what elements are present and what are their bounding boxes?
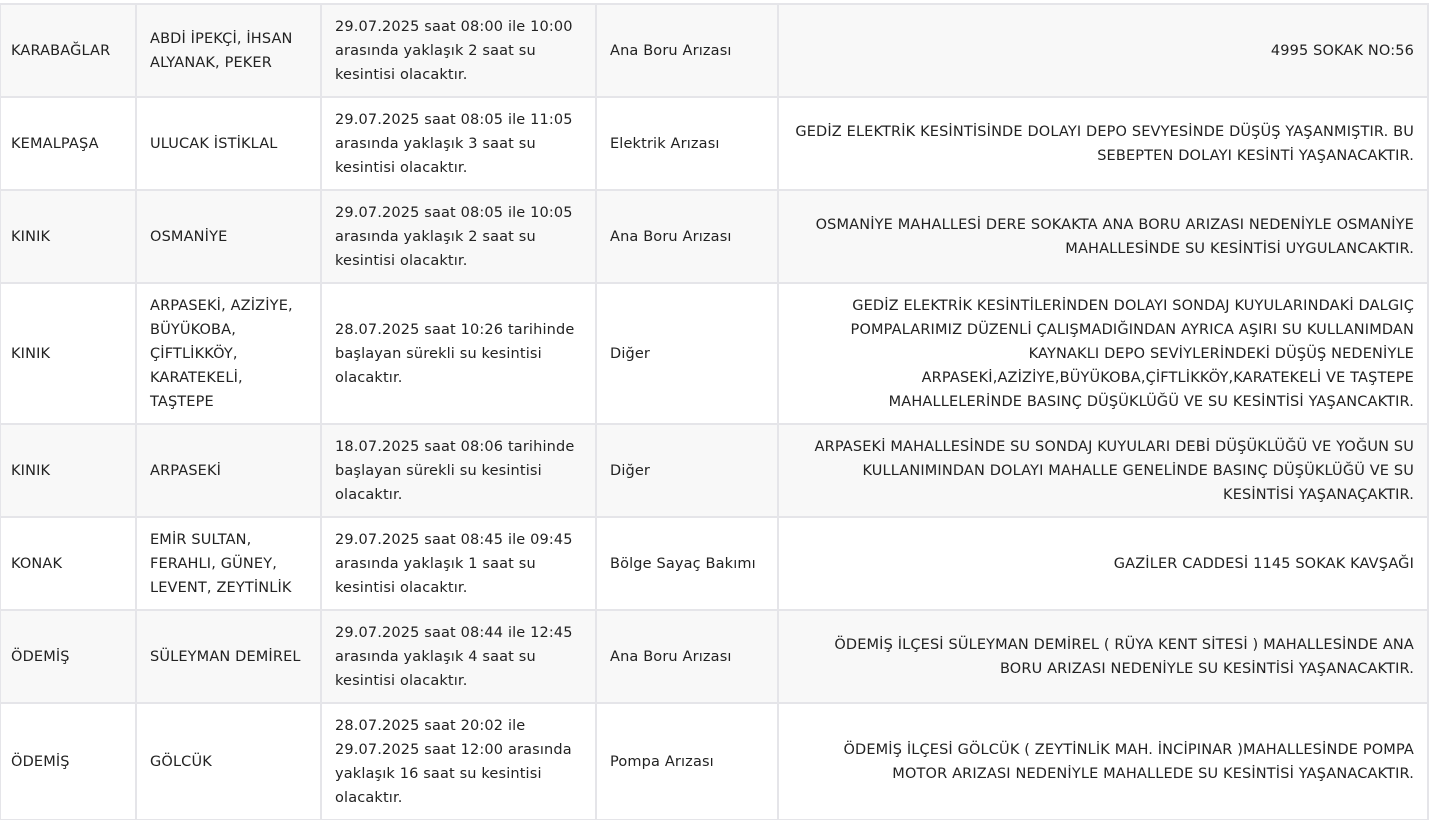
location-note-cell: GAZİLER CADDESİ 1145 SOKAK KAVŞAĞI (778, 517, 1428, 610)
neighborhoods-cell: SÜLEYMAN DEMİREL (136, 610, 321, 703)
location-note-cell: ÖDEMİŞ İLÇESİ GÖLCÜK ( ZEYTİNLİK MAH. İNCİPINAR )MAHALLESİNDE POMPA MOTOR ARIZASI NEDENİYLE MAHALLEDE SU KESİNTİSİ YAŞANACAKTIR. (778, 703, 1428, 820)
location-note-cell: GEDİZ ELEKTRİK KESİNTİSİNDE DOLAYI DEPO SEVYESİNDE DÜŞÜŞ YAŞANMIŞTIR. BU SEBEPTEN DOLAYI KESİNTİ YAŞANACAKTIR. (778, 97, 1428, 190)
cause-cell: Pompa Arızası (596, 703, 778, 820)
location-note-cell: OSMANİYE MAHALLESİ DERE SOKAKTA ANA BORU ARIZASI NEDENİYLE OSMANİYE MAHALLESİNDE SU KESİNTİSİ UYGULANCAKTIR. (778, 190, 1428, 283)
neighborhoods-cell: ARPASEKİ (136, 424, 321, 517)
outage-description-cell: 29.07.2025 saat 08:05 ile 10:05 arasında yaklaşık 2 saat su kesintisi olacaktır. (321, 190, 596, 283)
district-cell: KINIK (0, 283, 136, 424)
neighborhoods-cell: ULUCAK İSTİKLAL (136, 97, 321, 190)
district-cell: ÖDEMİŞ (0, 610, 136, 703)
outage-description-cell: 29.07.2025 saat 08:00 ile 10:00 arasında yaklaşık 2 saat su kesintisi olacaktır. (321, 4, 596, 97)
outage-description-cell: 29.07.2025 saat 08:45 ile 09:45 arasında yaklaşık 1 saat su kesintisi olacaktır. (321, 517, 596, 610)
table-row (0, 424, 1428, 517)
neighborhoods-cell: ARPASEKİ, AZİZİYE, BÜYÜKOBA, ÇİFTLİKKÖY, KARATEKELİ, TAŞTEPE (136, 283, 321, 424)
district-cell: KONAK (0, 517, 136, 610)
table-row (0, 517, 1428, 610)
district-cell: KINIK (0, 424, 136, 517)
neighborhoods-cell: OSMANİYE (136, 190, 321, 283)
outage-description-cell: 28.07.2025 saat 10:26 tarihinde başlayan sürekli su kesintisi olacaktır. (321, 283, 596, 424)
cause-cell: Elektrik Arızası (596, 97, 778, 190)
location-note-cell: 4995 SOKAK NO:56 (778, 4, 1428, 97)
cause-cell: Ana Boru Arızası (596, 4, 778, 97)
cause-cell: Ana Boru Arızası (596, 610, 778, 703)
neighborhoods-cell: ABDİ İPEKÇİ, İHSAN ALYANAK, PEKER (136, 4, 321, 97)
neighborhoods-cell: GÖLCÜK (136, 703, 321, 820)
water-outage-table (0, 3, 1429, 820)
cause-cell: Bölge Sayaç Bakımı (596, 517, 778, 610)
location-note-cell: ÖDEMİŞ İLÇESİ SÜLEYMAN DEMİREL ( RÜYA KENT SİTESİ ) MAHALLESİNDE ANA BORU ARIZASI NEDENİYLE SU KESİNTİSİ YAŞANACAKTIR. (778, 610, 1428, 703)
table-row (0, 97, 1428, 190)
district-cell: KINIK (0, 190, 136, 283)
table-row (0, 703, 1428, 820)
district-cell: KEMALPAŞA (0, 97, 136, 190)
table-row (0, 190, 1428, 283)
location-note-cell: GEDİZ ELEKTRİK KESİNTİLERİNDEN DOLAYI SONDAJ KUYULARINDAKİ DALGIÇ POMPALARIMIZ DÜZENLİ ÇALIŞMADIĞINDAN AYRICA AŞIRI SU KULLANIMDAN KAYNAKLI DEPO SEVİYLERİNDEKİ DÜŞÜŞ NEDENİYLE ARPASEKİ,AZİZİYE,BÜYÜKOBA,ÇİFTLİKKÖY,KARATEKELİ VE TAŞTEPE MAHALLELERİNDE BASINÇ DÜŞÜKLÜĞÜ VE SU KESİNTİSİ YAŞANCAKTIR. (778, 283, 1428, 424)
table-row (0, 283, 1428, 424)
outage-description-cell: 29.07.2025 saat 08:44 ile 12:45 arasında yaklaşık 4 saat su kesintisi olacaktır. (321, 610, 596, 703)
cause-cell: Diğer (596, 283, 778, 424)
outage-description-cell: 29.07.2025 saat 08:05 ile 11:05 arasında yaklaşık 3 saat su kesintisi olacaktır. (321, 97, 596, 190)
outage-description-cell: 28.07.2025 saat 20:02 ile 29.07.2025 saat 12:00 arasında yaklaşık 16 saat su kesintisi olacaktır. (321, 703, 596, 820)
table-row (0, 610, 1428, 703)
neighborhoods-cell: EMİR SULTAN, FERAHLI, GÜNEY, LEVENT, ZEYTİNLİK (136, 517, 321, 610)
table-row (0, 4, 1428, 97)
cause-cell: Ana Boru Arızası (596, 190, 778, 283)
cause-cell: Diğer (596, 424, 778, 517)
district-cell: KARABAĞLAR (0, 4, 136, 97)
outage-description-cell: 18.07.2025 saat 08:06 tarihinde başlayan sürekli su kesintisi olacaktır. (321, 424, 596, 517)
district-cell: ÖDEMİŞ (0, 703, 136, 820)
location-note-cell: ARPASEKİ MAHALLESİNDE SU SONDAJ KUYULARI DEBİ DÜŞÜKLÜĞÜ VE YOĞUN SU KULLANIMINDAN DOLAYI MAHALLE GENELİNDE BASINÇ DÜŞÜKLÜĞÜ VE SU KESİNTİSİ YAŞANAÇAKTIR. (778, 424, 1428, 517)
